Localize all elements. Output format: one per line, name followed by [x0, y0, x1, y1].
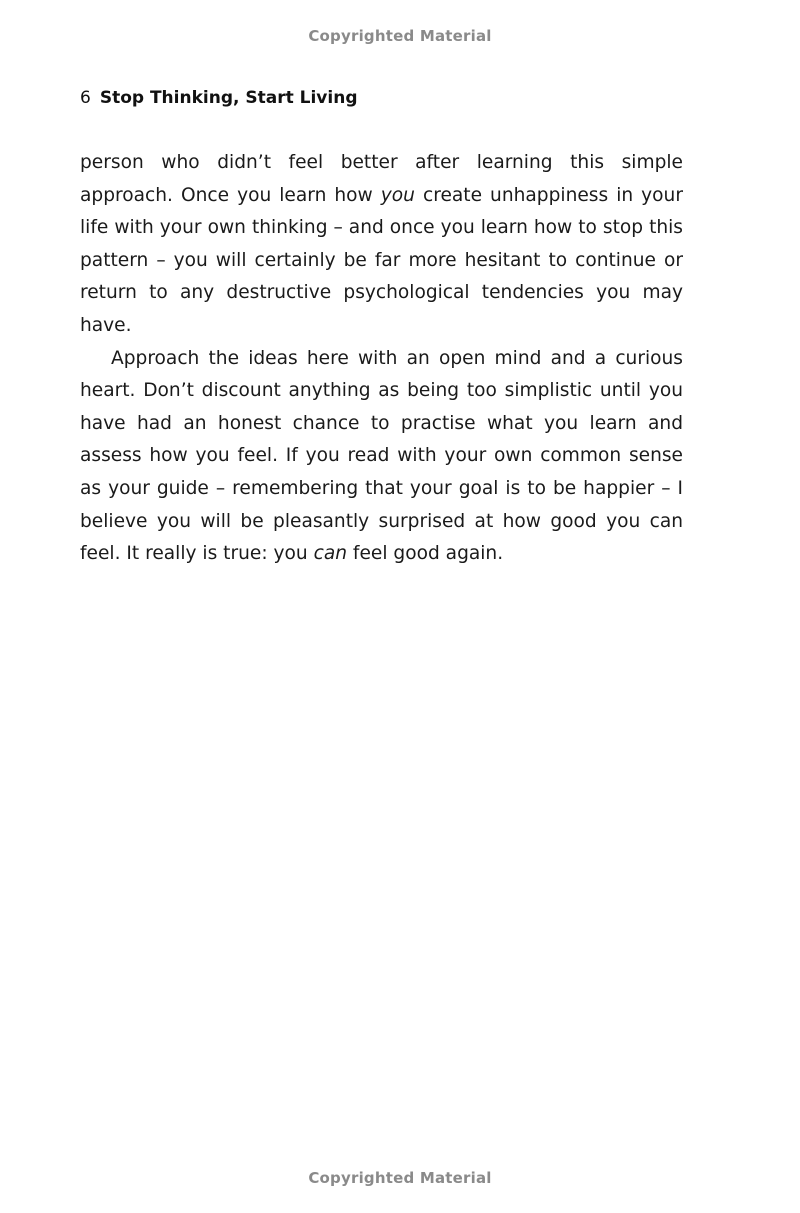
body-text — [80, 147, 683, 571]
emphasis-run: you — [380, 184, 415, 206]
book-title: Stop Thinking, Start Living — [99, 88, 358, 108]
running-head — [80, 88, 357, 108]
text-run: create unhappiness in your life with your own thinking – and once you learn how to stop this pattern – you will certainly be far more hesitant to continue or return to any destructive psychological tendencies you may have. — [80, 184, 683, 336]
text-run: person who didn’t feel better after learning this simple approach. Once you learn how — [80, 152, 683, 206]
emphasis-run: can — [313, 543, 347, 565]
page-number: 6 — [80, 88, 91, 108]
copyright-watermark-bottom: Copyrighted Material — [308, 1169, 492, 1187]
paragraph-1 — [80, 147, 683, 343]
text-run: feel good again. — [347, 543, 504, 565]
paragraph-2 — [80, 343, 683, 571]
copyright-watermark-top: Copyrighted Material — [308, 27, 492, 45]
text-run: Approach the ideas here with an open mind and a curious heart. Don’t discount anything as being too simplistic until you have had an honest chance to practise what you learn and assess how you feel. If you read with your own common sense as your guide – remembering that your goal is to be happier – I believe you will be pleasantly surprised at how good you can feel. It really is true: you — [80, 347, 683, 565]
